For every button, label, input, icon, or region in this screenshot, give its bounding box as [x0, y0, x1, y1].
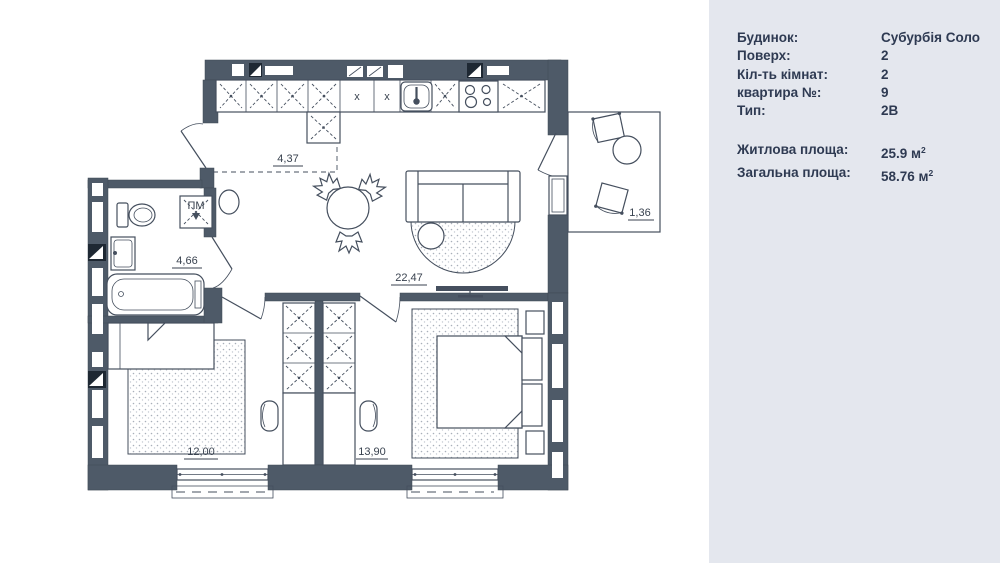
info-panel [709, 0, 1000, 563]
bedroom2-chair [360, 401, 377, 431]
balcony-table [613, 136, 641, 164]
info-value: Субурбія Соло [881, 30, 981, 45]
bedroom1-desk [283, 393, 315, 465]
row-building [737, 29, 986, 47]
info-value: 9 [881, 84, 889, 100]
bedroom-2 [323, 296, 544, 465]
info-value: 2 [881, 66, 889, 82]
bedroom2-desk [323, 393, 355, 465]
toilet [117, 203, 155, 227]
sofa [406, 171, 520, 222]
row-rooms-count [737, 66, 986, 84]
row-apartment-number [737, 84, 986, 102]
label-living-area: 22,47 [395, 272, 423, 284]
label-hall-area: 4,37 [277, 153, 299, 165]
bedroom2-wardrobe [323, 303, 355, 393]
bathtub [107, 274, 204, 315]
kitchen-sink [401, 82, 432, 111]
kitchen-cell-x-mark: x [354, 91, 360, 103]
balcony [568, 111, 660, 232]
washing-machine-label: ПМ [187, 200, 205, 212]
info-label: Кіл-ть кімнат: [737, 66, 828, 82]
bedroom1-chair [261, 401, 278, 431]
sq-meter-sup: 2 [921, 145, 926, 156]
info-value: 58.76 $м^2$ [881, 167, 934, 184]
bedroom2-window [407, 469, 503, 498]
living-room [310, 133, 567, 298]
stove [459, 81, 498, 112]
info-label: Тип: [737, 103, 766, 119]
label-bedroom1-area: 12,00 [187, 446, 215, 458]
entrance-door [181, 131, 206, 168]
label-balcony-area: 1,36 [629, 207, 651, 219]
bedroom1-wardrobe [283, 303, 315, 393]
row-type [737, 102, 986, 120]
kitchen-cell-x-mark: x [384, 91, 390, 103]
balcony-door [538, 133, 567, 215]
info-value: 25.9 $м^2$ [881, 145, 926, 162]
wash-basin [111, 237, 135, 270]
kitchen-counter [216, 80, 545, 143]
row-living-area [737, 141, 986, 163]
info-value: 2В [881, 103, 899, 119]
bedroom2-door [360, 296, 400, 322]
info-value: 2 [881, 48, 889, 64]
row-floor [737, 47, 986, 65]
balcony-chair [593, 183, 629, 217]
info-label: Будинок: [737, 30, 799, 45]
bedside-table [526, 431, 544, 454]
row-total-area [737, 164, 986, 186]
info-label: квартира №: [737, 84, 822, 100]
label-bathroom-area: 4,66 [176, 255, 198, 267]
washing-machine [180, 196, 212, 228]
dining-chair [336, 232, 362, 253]
hall-boundary-dashed [213, 143, 337, 172]
info-label: Житлова площа: [737, 142, 849, 158]
label-bedroom2-area: 13,90 [358, 446, 386, 458]
bedroom1-window [172, 469, 273, 498]
corner-cabinet [307, 112, 340, 143]
side-table [418, 223, 444, 249]
pouf [219, 190, 239, 214]
bedside-table [526, 311, 544, 334]
bedroom2-bed [437, 336, 542, 428]
spacer [737, 120, 986, 141]
bathroom-door [212, 237, 232, 288]
bedroom1-bed [108, 323, 214, 369]
info-label: Загальна площа: [737, 164, 851, 180]
info-label: Поверх: [737, 48, 791, 64]
bedroom1-door [222, 297, 265, 319]
dining-table [310, 170, 389, 253]
sq-meter-sup: 2 [928, 167, 934, 178]
